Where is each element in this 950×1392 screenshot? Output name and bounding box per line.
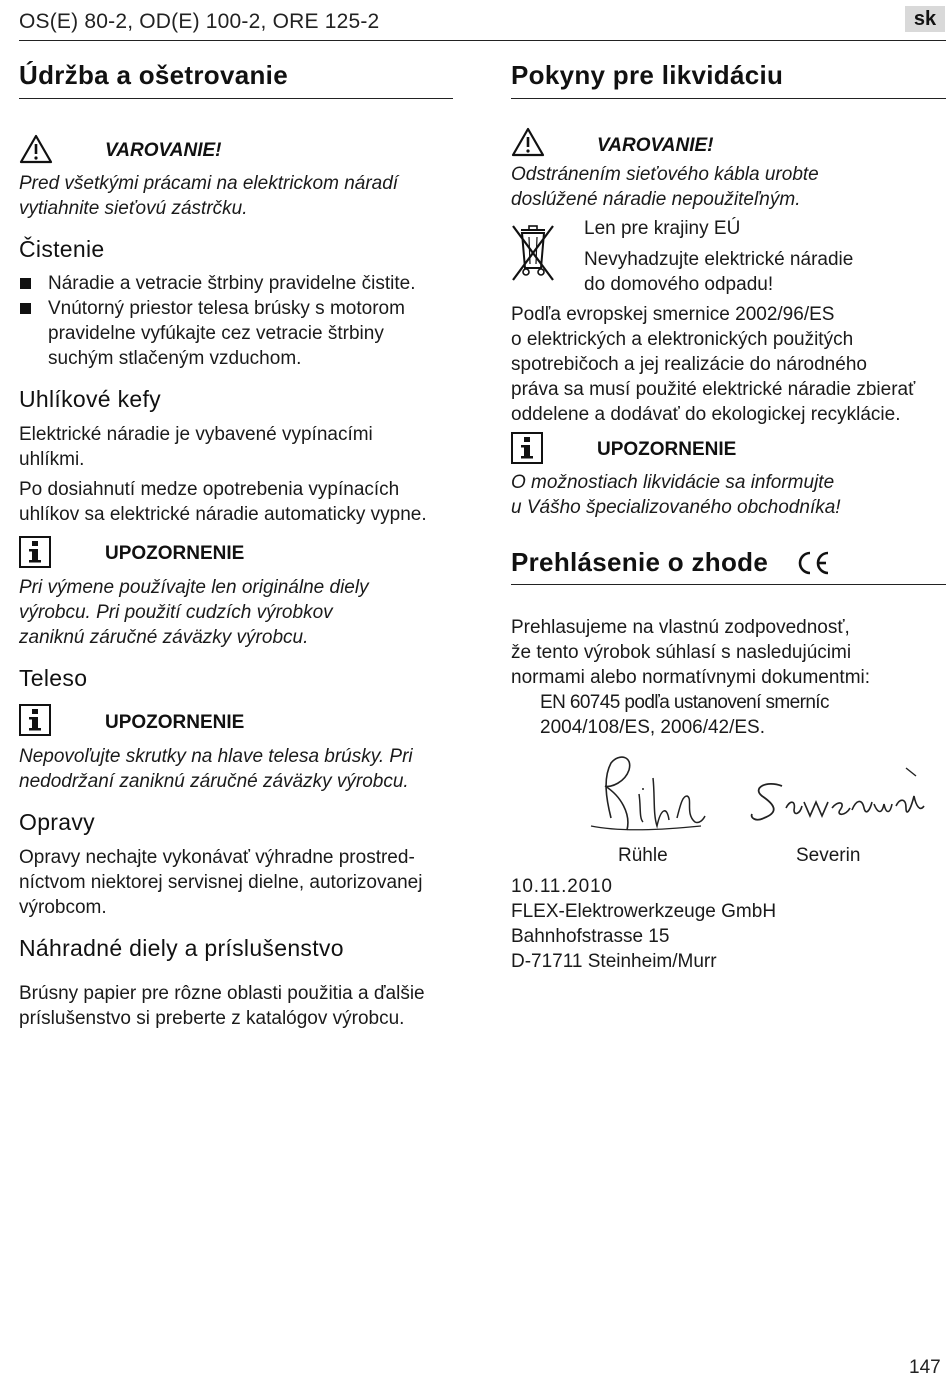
disposal-directive-line-2: o elektrických a elektronických použitých xyxy=(511,329,854,350)
disposal-directive-line-4: práva sa musí použité elektrické náradie zbierať xyxy=(511,379,916,400)
declaration-standard-line-2: 2004/108/ES, 2006/42/ES. xyxy=(540,717,766,738)
spares-line-2: príslušenstvo si preberte z katalógov výrobcu. xyxy=(19,1008,405,1029)
warning-triangle-icon xyxy=(19,134,53,164)
disposal-directive-line-1: Podľa evropskej smernice 2002/96/ES xyxy=(511,304,835,325)
cleaning-heading: Čistenie xyxy=(19,236,105,262)
bullet-square-icon xyxy=(20,278,31,289)
info-icon xyxy=(511,432,543,464)
disposal-no-household-line-2: do domového odpadu! xyxy=(584,274,774,295)
spares-line-1: Brúsny papier pre rôzne oblasti použitia a ďalšie xyxy=(19,983,425,1004)
disposal-warning-line-1: Odstránením sieťového kábla urobte xyxy=(511,164,819,185)
language-badge: sk xyxy=(905,6,945,32)
brushes-para2-line-2: uhlíkov sa elektrické náradie automaticky vypne. xyxy=(19,504,427,525)
cleaning-bullet-1-text: Náradie a vetracie štrbiny pravidelne čistite. xyxy=(48,273,416,294)
brushes-notice-line-1: Pri výmene používajte len originálne diely xyxy=(19,577,369,598)
disposal-heading-rule xyxy=(511,98,946,99)
signatory-name-1: Rühle xyxy=(618,845,668,866)
document-header-title: OS(E) 80-2, OD(E) 100-2, ORE 125-2 xyxy=(19,10,380,33)
repairs-line-3: výrobcom. xyxy=(19,897,107,918)
disposal-heading: Pokyny pre likvidáciu xyxy=(511,60,784,90)
declaration-standard-line-1: EN 60745 podľa ustanovení smerníc xyxy=(540,692,829,713)
brushes-heading: Uhlíkové kefy xyxy=(19,386,161,412)
maintenance-warning-line-2: vytiahnite sieťovú zástrčku. xyxy=(19,198,248,219)
declaration-heading-rule xyxy=(511,584,946,585)
brushes-para2-line-1: Po dosiahnutí medze opotrebenia vypínacích xyxy=(19,479,400,500)
info-icon xyxy=(19,704,51,736)
disposal-warning-label: VAROVANIE! xyxy=(597,135,714,156)
company-city: D-71711 Steinheim/Murr xyxy=(511,951,717,972)
company-name: FLEX-Elektrowerkzeuge GmbH xyxy=(511,901,777,922)
disposal-no-household-line-1: Nevyhadzujte elektrické náradie xyxy=(584,249,854,270)
crossed-out-wheelie-bin-icon xyxy=(511,222,555,284)
cleaning-bullet-2-line-3: suchým stlačeným vzduchom. xyxy=(48,348,302,369)
declaration-date: 10.11.2010 xyxy=(511,876,613,897)
signature-ruehle-image xyxy=(581,748,711,838)
cleaning-bullet-2-line-2: pravidelne vyfúkajte cez vetracie štrbiny xyxy=(48,323,384,344)
disposal-warning-line-2: doslúžené náradie nepoužiteľným. xyxy=(511,189,801,210)
spares-heading: Náhradné diely a príslušenstvo xyxy=(19,935,344,961)
maintenance-warning-label: VAROVANIE! xyxy=(105,140,222,161)
declaration-line-3: normami alebo normatívnymi dokumentmi: xyxy=(511,667,871,688)
brushes-notice-line-2: výrobcu. Pri použití cudzích výrobkov xyxy=(19,602,333,623)
company-street: Bahnhofstrasse 15 xyxy=(511,926,670,947)
disposal-notice-label: UPOZORNENIE xyxy=(597,439,737,460)
repairs-heading: Opravy xyxy=(19,809,95,835)
brushes-para1-line-1: Elektrické náradie je vybavené vypínacími xyxy=(19,424,373,445)
disposal-notice-line-2: u Vášho špecializovaného obchodníka! xyxy=(511,497,841,518)
page-number: 147 xyxy=(909,1357,941,1378)
disposal-directive-line-3: spotrebičoch a jej realizácie do národného xyxy=(511,354,867,375)
brushes-para1-line-2: uhlíkmi. xyxy=(19,449,85,470)
housing-notice-line-2: nedodržaní zaniknú záručné záväzky výrobcu. xyxy=(19,771,409,792)
disposal-directive-line-5: oddelene a dodávať do ekologickej recyklácie. xyxy=(511,404,901,425)
declaration-line-1: Prehlasujeme na vlastnú zodpovednosť, xyxy=(511,617,850,638)
signature-severin-image xyxy=(746,762,941,832)
ce-mark-icon xyxy=(795,550,831,576)
declaration-line-2: že tento výrobok súhlasí s nasledujúcimi xyxy=(511,642,852,663)
signatory-name-2: Severin xyxy=(796,845,861,866)
disposal-notice-line-1: O možnostiach likvidácie sa informujte xyxy=(511,472,835,493)
bullet-square-icon xyxy=(20,303,31,314)
housing-notice-label: UPOZORNENIE xyxy=(105,712,245,733)
brushes-notice-label: UPOZORNENIE xyxy=(105,543,245,564)
repairs-line-1: Opravy nechajte vykonávať výhradne prostred- xyxy=(19,847,415,868)
maintenance-warning-line-1: Pred všetkými prácami na elektrickom náradí xyxy=(19,173,399,194)
maintenance-heading: Údržba a ošetrovanie xyxy=(19,60,288,90)
cleaning-bullet-2-line-1: Vnútorný priestor telesa brúsky s motorom xyxy=(48,298,405,319)
info-icon xyxy=(19,536,51,568)
repairs-line-2: níctvom niektorej servisnej dielne, autorizovanej xyxy=(19,872,423,893)
housing-heading: Teleso xyxy=(19,665,88,691)
maintenance-heading-rule xyxy=(19,98,453,99)
housing-notice-line-1: Nepovoľujte skrutky na hlave telesa brúsky. Pri xyxy=(19,746,413,767)
declaration-heading: Prehlásenie o zhode xyxy=(511,547,769,577)
warning-triangle-icon xyxy=(511,127,545,157)
disposal-eu-only: Len pre krajiny EÚ xyxy=(584,218,741,239)
header-divider xyxy=(19,40,946,41)
brushes-notice-line-3: zaniknú záručné záväzky výrobcu. xyxy=(19,627,309,648)
